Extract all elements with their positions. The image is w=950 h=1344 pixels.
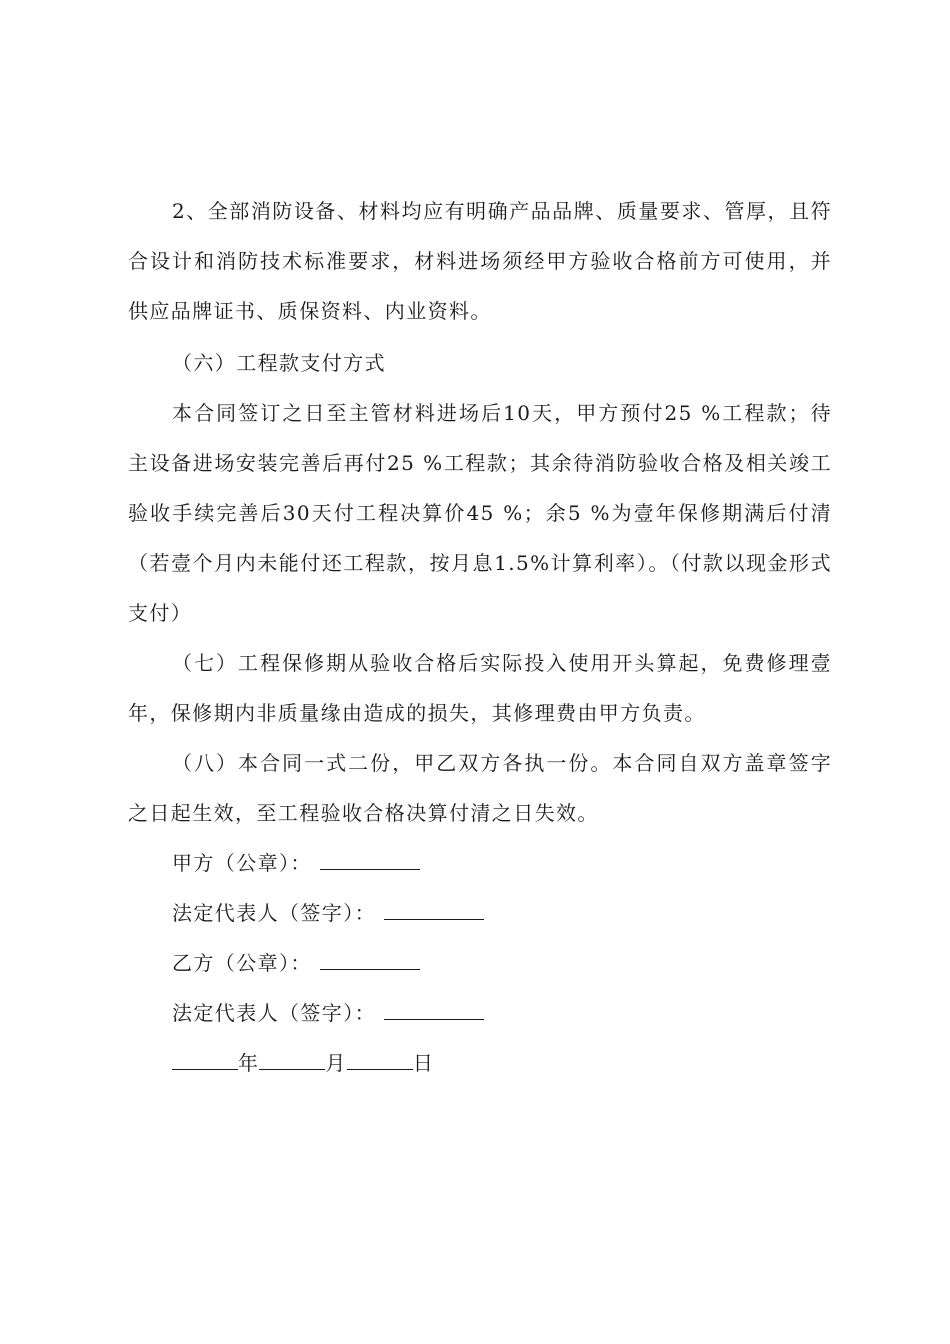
party-b-seal-blank[interactable] <box>320 953 420 970</box>
signature-block <box>128 838 832 1088</box>
year-label: 年 <box>238 1051 260 1075</box>
month-label: 月 <box>325 1051 347 1075</box>
copies-effectiveness-paragraph: （八）本合同一式二份，甲乙双方各执一份。本合同自双方盖章签字之日起生效，至工程验收合格决算付清之日失效。 <box>128 751 832 825</box>
party-a-seal-label: 甲方（公章）： <box>172 851 312 875</box>
party-a-rep-label: 法定代表人（签字）： <box>172 901 376 925</box>
day-blank[interactable] <box>347 1053 413 1070</box>
party-a-seal-blank[interactable] <box>320 853 420 870</box>
party-b-rep-blank[interactable] <box>384 1003 484 1020</box>
clause-2-materials: 2、全部消防设备、材料均应有明确产品品牌、质量要求、管厚，且符合设计和消防技术标准要求，材料进场须经甲方验收合格前方可使用，并供应品牌证书、质保资料、内业资料。 <box>128 199 832 323</box>
party-a-rep-blank[interactable] <box>384 903 484 920</box>
party-b-seal-line <box>128 938 832 988</box>
date-line <box>128 1038 832 1088</box>
section-heading-payment: （六）工程款支付方式 <box>172 351 386 375</box>
month-blank[interactable] <box>259 1053 325 1070</box>
party-b-seal-label: 乙方（公章）： <box>172 951 312 975</box>
year-blank[interactable] <box>172 1053 238 1070</box>
party-b-rep-line <box>128 988 832 1038</box>
warranty-paragraph: （七）工程保修期从验收合格后实际投入使用开头算起，免费修理壹年，保修期内非质量缘由造成的损失，其修理费由甲方负责。 <box>128 651 832 725</box>
payment-terms-paragraph: 本合同签订之日至主管材料进场后10天，甲方预付25 %工程款；待主设备进场安装完善后再付25 %工程款；其余待消防验收合格及相关竣工验收手续完善后30天付工程决算价45 %；余5 %为壹年保修期满后付清（若壹个月内未能付还工程款，按月息1.5%计算利率）。（付款以现金形式支付） <box>128 401 832 625</box>
party-a-rep-line <box>128 888 832 938</box>
document-body <box>128 186 832 1088</box>
party-a-seal-line <box>128 838 832 888</box>
day-label: 日 <box>412 1051 435 1075</box>
party-b-rep-label: 法定代表人（签字）： <box>172 1001 376 1025</box>
